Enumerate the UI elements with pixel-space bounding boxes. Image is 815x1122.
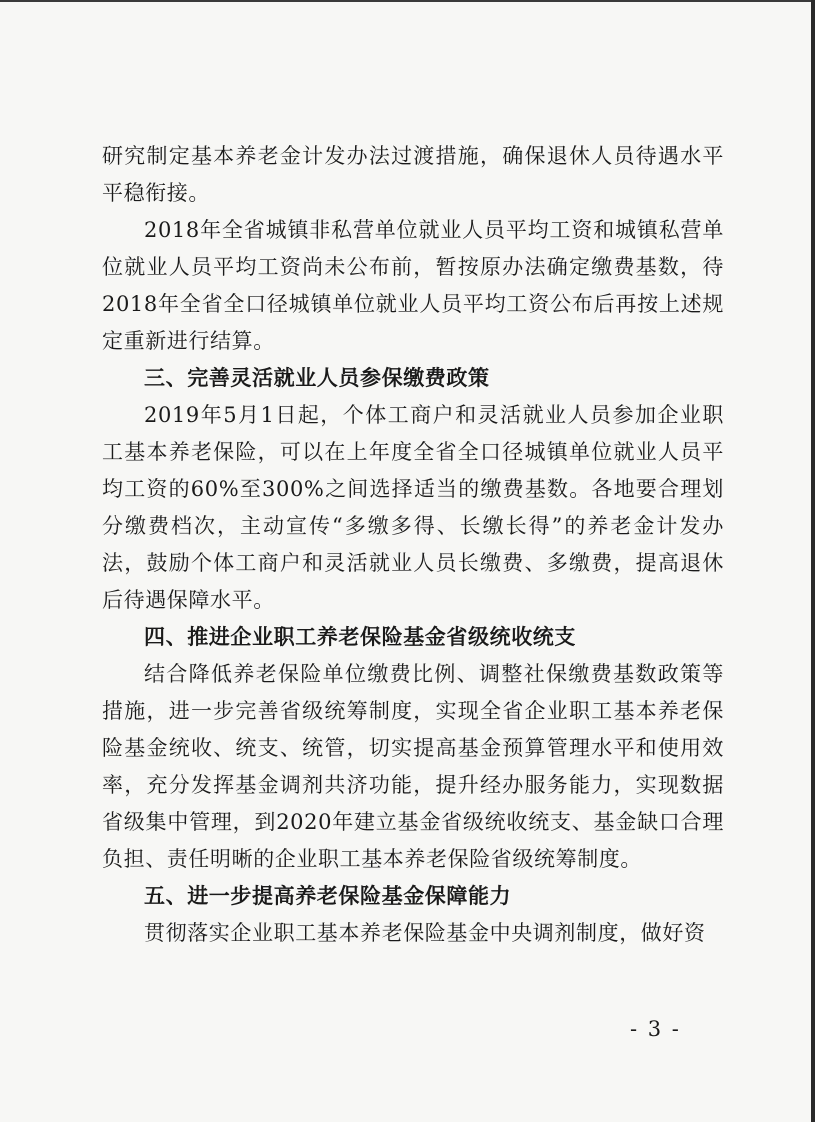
paragraph-fund-capacity: 贯彻落实企业职工基本养老保险基金中央调剂制度，做好资 xyxy=(144,921,706,945)
page-number: - 3 - xyxy=(630,1017,681,1041)
section-heading-3: 三、完善灵活就业人员参保缴费政策 xyxy=(144,366,490,390)
scan-top-edge xyxy=(0,0,815,2)
document-body xyxy=(102,138,724,952)
section-heading-5: 五、进一步提高养老保险基金保障能力 xyxy=(144,884,512,908)
scan-right-edge xyxy=(811,0,815,1122)
paragraph-continuation: 研究制定基本养老金计发办法过渡措施，确保退休人员待遇水平平稳衔接。 xyxy=(102,144,724,205)
paragraph-provincial-pooling: 结合降低养老保险单位缴费比例、调整社保缴费基数政策等措施，进一步完善省级统筹制度，实现全省企业职工基本养老保险基金统收、统支、统管，切实提高基金预算管理水平和使用效率，充分发挥基金调剂共济功能，提升经办服务能力，实现数据省级集中管理，到2020年建立基金省级统收统支、基金缺口合理负担、责任明晰的企业职工基本养老保险省级统筹制度。 xyxy=(102,662,724,871)
section-heading-4: 四、推进企业职工养老保险基金省级统收统支 xyxy=(144,625,576,649)
paragraph-wage-base: 2018年全省城镇非私营单位就业人员平均工资和城镇私营单位就业人员平均工资尚未公布前，暂按原办法确定缴费基数，待2018年全省全口径城镇单位就业人员平均工资公布后再按上述规定重新进行结算。 xyxy=(102,218,724,353)
paragraph-flexible-employment: 2019年5月1日起，个体工商户和灵活就业人员参加企业职工基本养老保险，可以在上年度全省全口径城镇单位就业人员平均工资的60%至300%之间选择适当的缴费基数。各地要合理划分缴费档次，主动宣传“多缴多得、长缴长得”的养老金计发办法，鼓励个体工商户和灵活就业人员长缴费、多缴费，提高退休后待遇保障水平。 xyxy=(102,403,724,612)
